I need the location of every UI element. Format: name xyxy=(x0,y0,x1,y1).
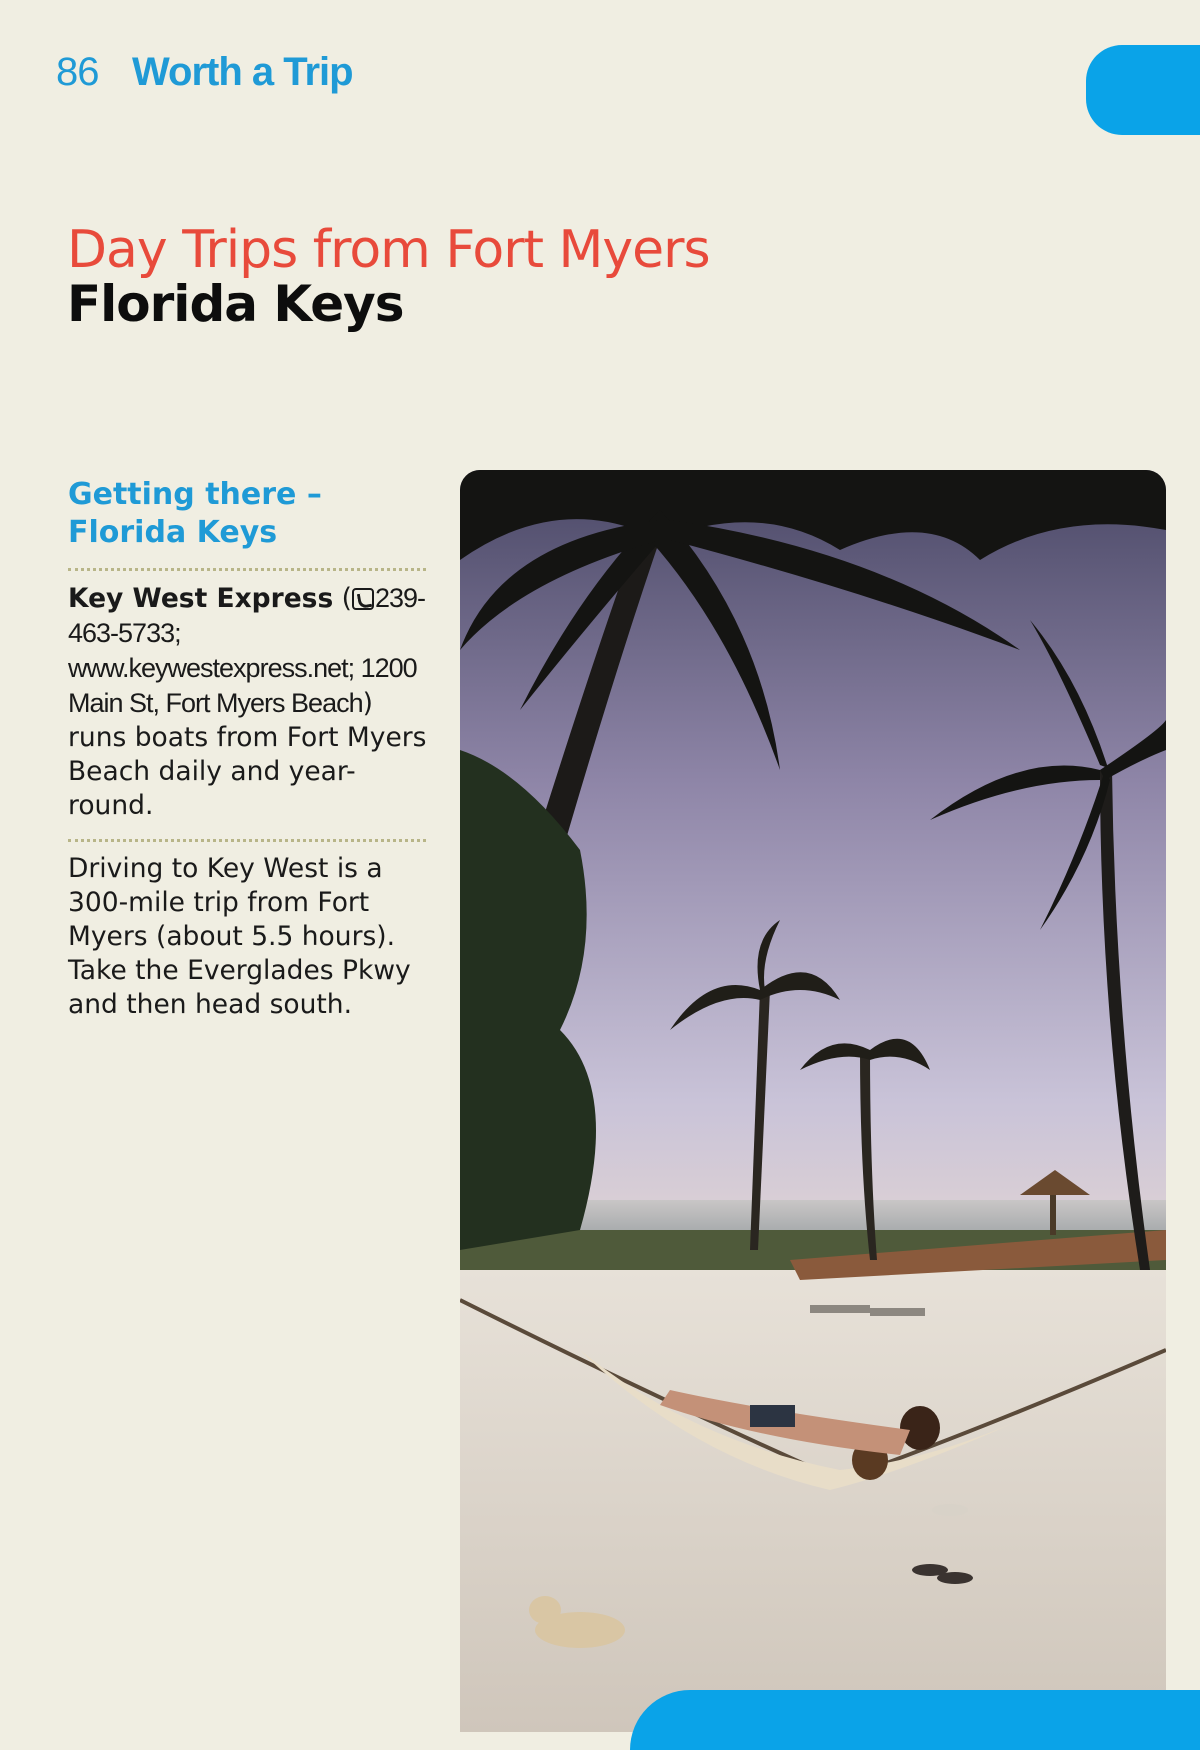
title-kicker: Day Trips from Fort Myers xyxy=(67,220,710,280)
chapter-tab xyxy=(1086,45,1200,135)
page-number: 86 xyxy=(56,50,99,94)
sidebar-heading-line1: Getting there – xyxy=(68,477,322,512)
key-west-express-entry: Key West Express ( 239-463-5733; www.keywestexpress.net; 1200 Main St, Fort Myers Beach) runs boats from Fort Myers Beach daily and year-round. xyxy=(68,583,427,821)
section-title: Worth a Trip xyxy=(132,50,353,94)
express-name: Key West Express xyxy=(68,583,334,614)
beach-hammock-photo xyxy=(460,470,1166,1732)
dotted-divider xyxy=(68,839,426,842)
driving-info: Driving to Key West is a 300-mile trip from Fort Myers (about 5.5 hours). Take the Everglades Pkwy and then head south. xyxy=(68,853,411,1020)
phone-icon xyxy=(352,588,374,610)
getting-there-sidebar xyxy=(68,476,428,1022)
bottom-tab xyxy=(630,1690,1200,1750)
page-title: Florida Keys xyxy=(67,275,404,333)
sidebar-heading-line2: Florida Keys xyxy=(68,515,278,550)
photo-illustration xyxy=(460,470,1166,1732)
express-description: runs boats from Fort Myers Beach daily and year-round. xyxy=(68,722,427,821)
express-details: 239-463-5733; www.keywestexpress.net; 1200 Main St, Fort Myers Beach xyxy=(68,583,426,718)
sidebar-heading xyxy=(68,476,428,552)
dotted-divider xyxy=(68,568,426,571)
